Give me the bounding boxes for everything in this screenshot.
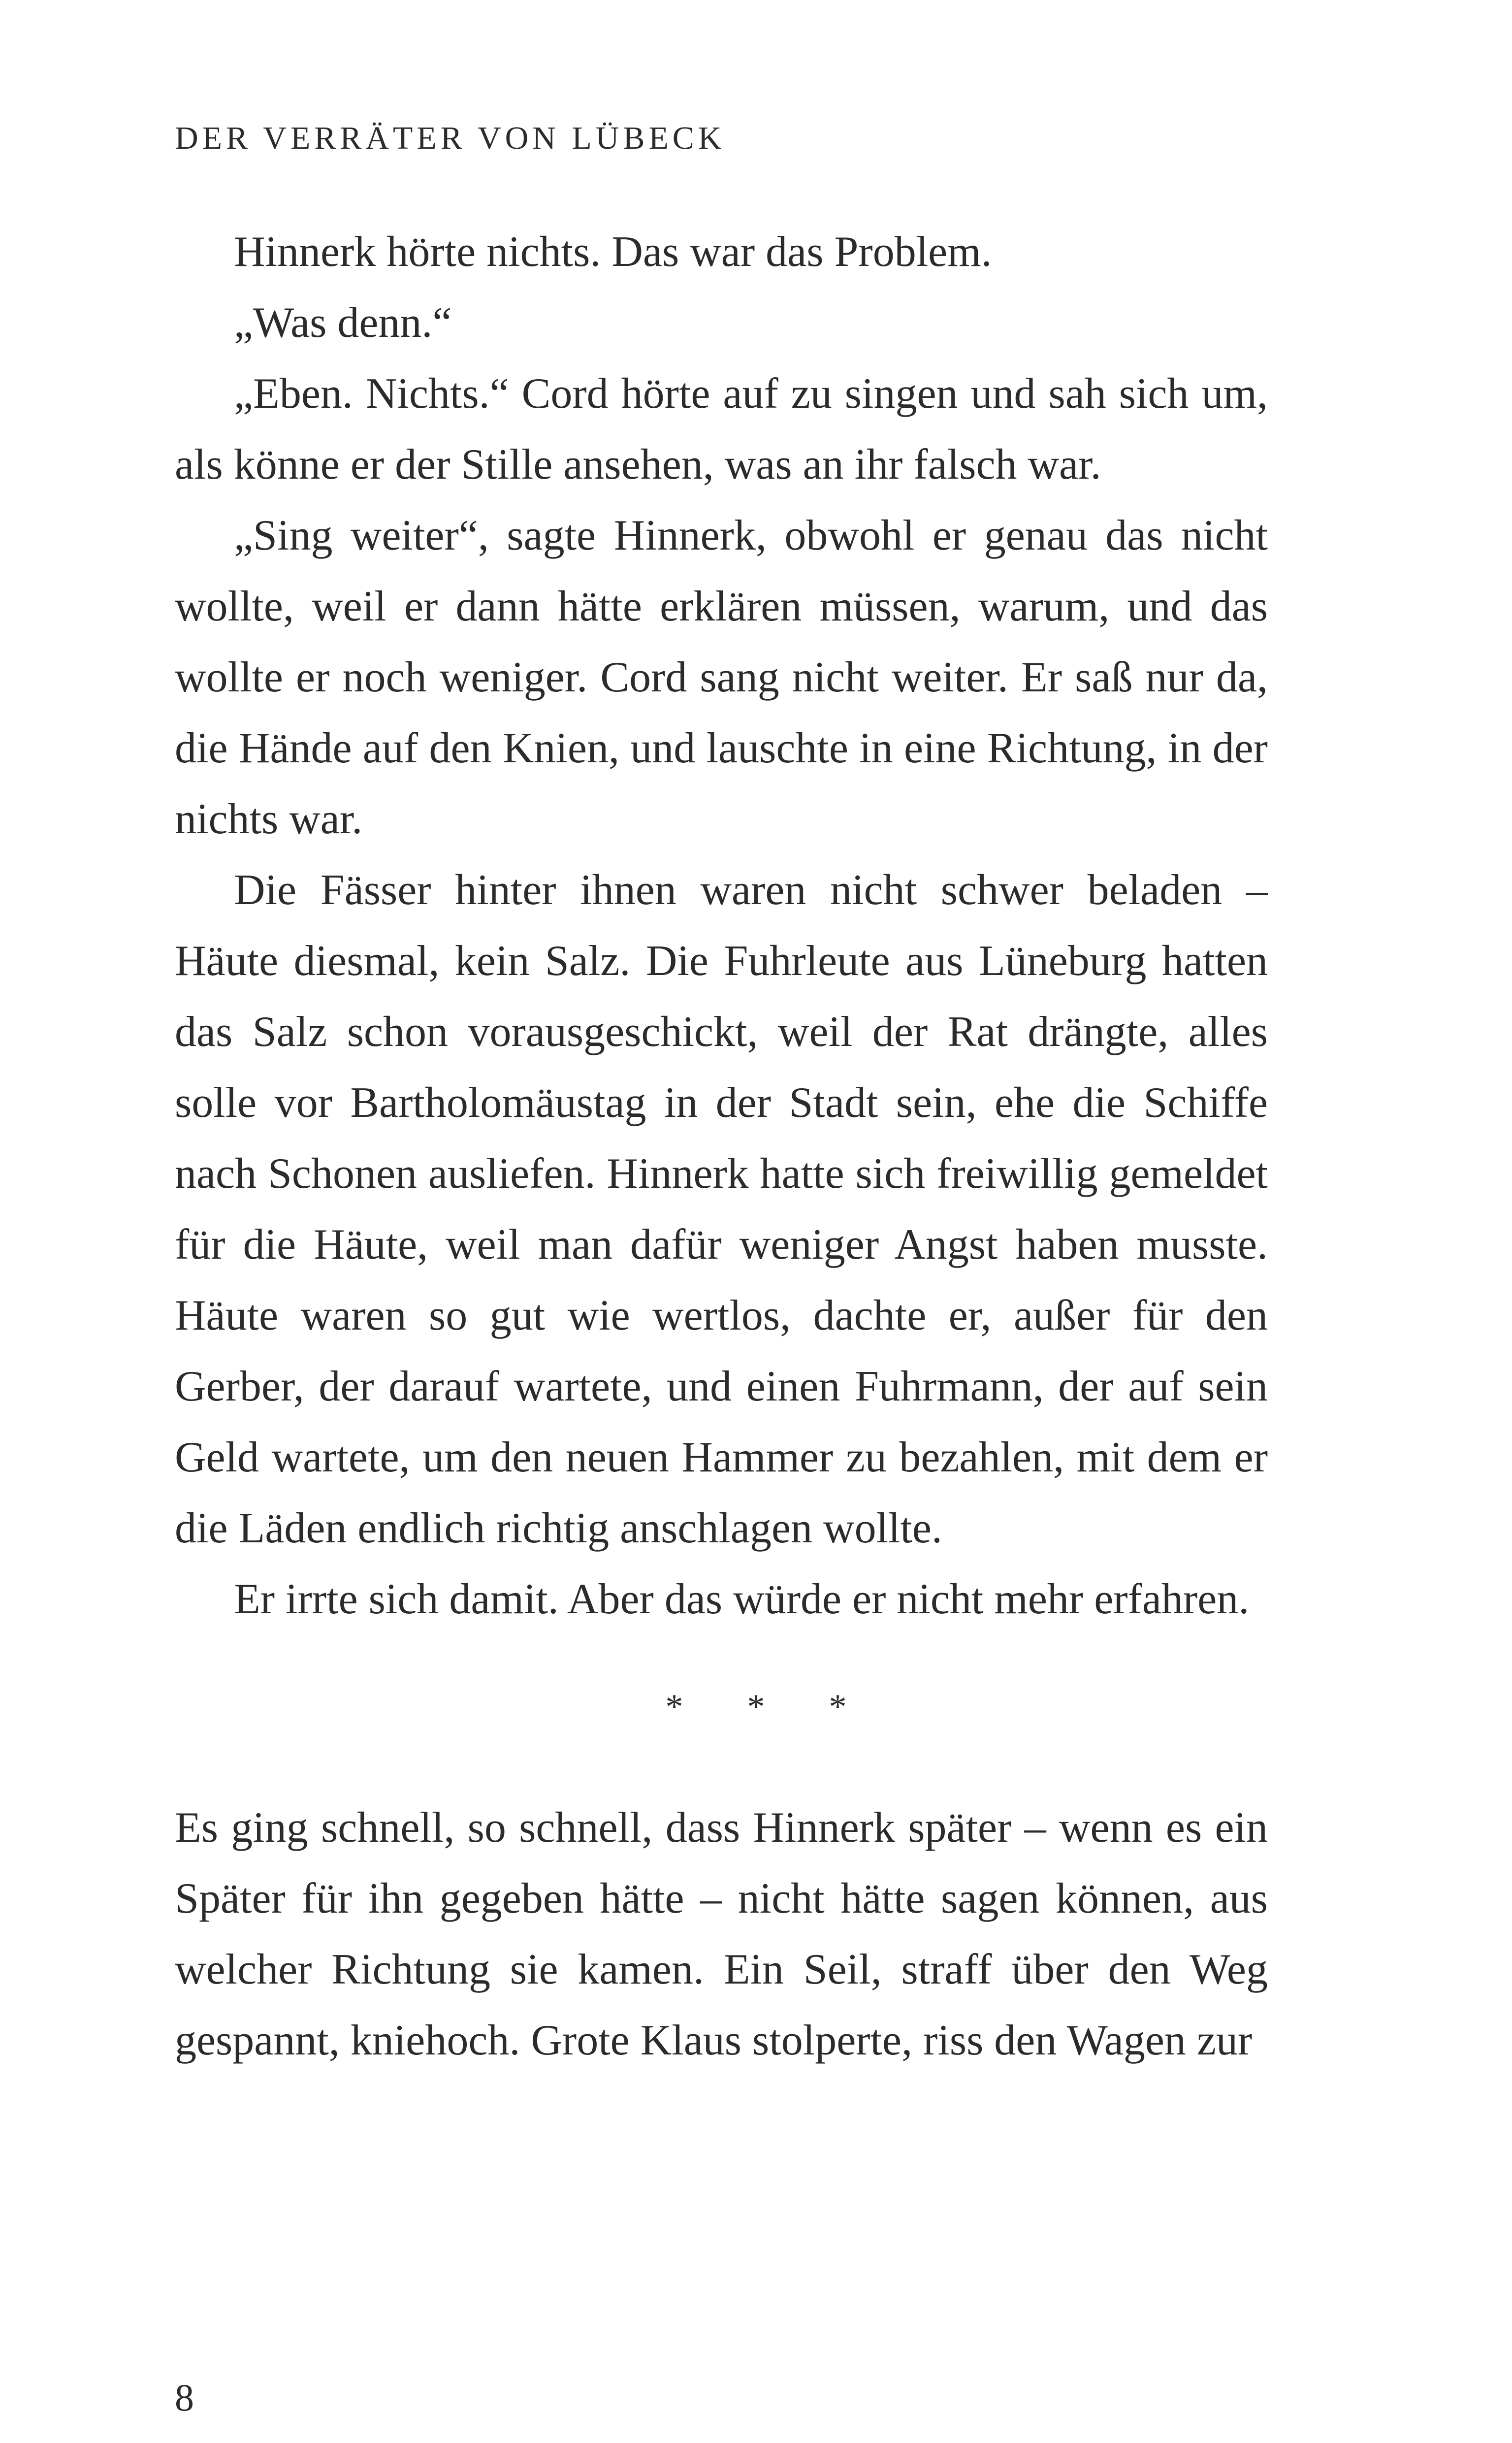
paragraph: „Sing weiter“, sagte Hinnerk, obwohl er genau das nicht wollte, weil er dann hätte erklären müssen, warum, und das wollte er noch weniger. Cord sang nicht weiter. Er saß nur da, die Hände auf den Knien, und lauschte in eine Richtung, in der nichts war. xyxy=(175,512,1268,843)
body-text xyxy=(175,217,1268,1635)
paragraph: Die Fässer hinter ihnen waren nicht schwer beladen – Häute diesmal, kein Salz. Die Fuhrleute aus Lüneburg hatten das Salz schon vorausgeschickt, weil der Rat drängte, alles solle vor Bartholomäustag in der Stadt sein, ehe die Schiffe nach Schonen ausliefen. Hinnerk hatte sich freiwillig gemeldet für die Häute, weil man dafür weniger Angst haben musste. Häute waren so gut wie wertlos, dachte er, außer für den Gerber, der darauf wartete, und einen Fuhrmann, der auf sein Geld wartete, um den neuen Hammer zu bezahlen, mit dem er die Läden endlich richtig anschlagen wollte. xyxy=(175,866,1268,1552)
paragraph: „Was denn.“ xyxy=(234,299,452,347)
body-text-after-break xyxy=(175,1792,1268,2076)
scene-break: * * * xyxy=(665,1687,874,1726)
running-header: DER VERRÄTER VON LÜBECK xyxy=(175,120,726,156)
paragraph: Hinnerk hörte nichts. Das war das Problem. xyxy=(234,228,992,276)
paragraph: „Eben. Nichts.“ Cord hörte auf zu singen und sah sich um, als könne er der Stille ansehen, was an ihr falsch war. xyxy=(175,370,1268,489)
paragraph: Er irrte sich damit. Aber das würde er nicht mehr erfahren. xyxy=(234,1575,1250,1623)
paragraph: Es ging schnell, so schnell, dass Hinnerk später – wenn es ein Später für ihn gegeben hätte – nicht hätte sagen können, aus welcher Richtung sie kamen. Ein Seil, straff über den Weg gespannt, kniehoch. Grote Klaus stolperte, riss den Wagen zur xyxy=(175,1804,1268,2064)
page-number: 8 xyxy=(175,2376,194,2419)
